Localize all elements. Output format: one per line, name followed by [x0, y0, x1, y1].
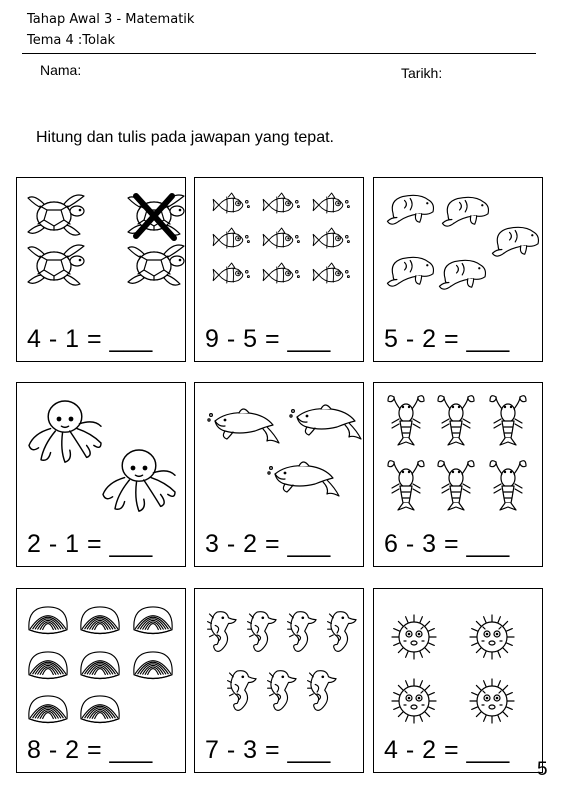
turtle-icon [128, 245, 184, 285]
clam-icon [134, 652, 172, 679]
exercise-card [194, 588, 364, 773]
pufferfish-illustration [374, 589, 544, 729]
seahorse-icon [328, 612, 357, 652]
exercise-card [16, 382, 186, 567]
page-number: 5 [537, 759, 548, 780]
dolphin-icon [208, 409, 279, 443]
equation-text: 9 - 5 = ___ [205, 325, 331, 353]
clownfish-icon [263, 228, 299, 248]
octopus-illustration [17, 383, 187, 523]
lobster-icon [388, 396, 424, 445]
clownfish-icon [313, 263, 349, 283]
lobster-icon [388, 461, 424, 510]
exercise-card [373, 588, 543, 773]
header-line-2: Tema 4 :Tolak [27, 33, 116, 48]
pufferfish-icon [470, 615, 514, 659]
manatee-icon [387, 195, 433, 224]
dolphin-illustration [195, 383, 365, 523]
turtle-illustration [17, 178, 187, 318]
seahorse-icon [288, 612, 317, 652]
octopus-icon [103, 450, 175, 511]
instruction-text: Hitung dan tulis pada jawapan yang tepat. [36, 129, 334, 146]
dolphin-icon [268, 462, 339, 496]
clam-icon [81, 607, 119, 634]
clownfish-illustration [195, 178, 365, 318]
seahorse-icon [208, 612, 237, 652]
name-label: Nama: [40, 62, 82, 78]
manatee-icon [492, 227, 538, 256]
equation-text: 4 - 2 = ___ [384, 736, 510, 764]
exercise-card [194, 382, 364, 567]
exercise-card [194, 177, 364, 362]
seahorse-illustration [195, 589, 365, 729]
equation-text: 6 - 3 = ___ [384, 530, 510, 558]
header-line-1: Tahap Awal 3 - Matematik [27, 12, 195, 27]
equation-text: 4 - 1 = ___ [27, 325, 153, 353]
seahorse-icon [268, 671, 297, 711]
clam-icon [134, 607, 172, 634]
lobster-icon [438, 396, 474, 445]
date-label: Tarikh: [401, 65, 443, 81]
equation-text: 5 - 2 = ___ [384, 325, 510, 353]
manatee-icon [387, 257, 433, 286]
exercise-card [373, 177, 543, 362]
lobster-icon [490, 396, 526, 445]
equation-text: 3 - 2 = ___ [205, 530, 331, 558]
clownfish-icon [313, 228, 349, 248]
seahorse-icon [308, 671, 337, 711]
pufferfish-icon [470, 679, 514, 723]
header-rule [22, 53, 536, 54]
clownfish-icon [263, 193, 299, 213]
seahorse-icon [228, 671, 257, 711]
clam-icon [81, 652, 119, 679]
manatee-illustration [374, 178, 544, 318]
clownfish-icon [263, 263, 299, 283]
pufferfish-icon [392, 679, 436, 723]
equation-text: 7 - 3 = ___ [205, 736, 331, 764]
exercise-card [16, 177, 186, 362]
exercise-card [16, 588, 186, 773]
turtle-icon [28, 195, 84, 235]
seahorse-icon [248, 612, 277, 652]
equation-text: 2 - 1 = ___ [27, 530, 153, 558]
equation-text: 8 - 2 = ___ [27, 736, 153, 764]
clownfish-icon [213, 193, 249, 213]
clam-icon [29, 652, 67, 679]
dolphin-icon [290, 405, 361, 439]
manatee-icon [442, 197, 488, 226]
clownfish-icon [213, 263, 249, 283]
octopus-icon [29, 401, 101, 462]
lobster-illustration [374, 383, 544, 523]
clam-illustration [17, 589, 187, 729]
lobster-icon [490, 461, 526, 510]
clownfish-icon [313, 193, 349, 213]
exercise-card [373, 382, 543, 567]
turtle-icon [28, 245, 84, 285]
pufferfish-icon [392, 615, 436, 659]
lobster-icon [438, 461, 474, 510]
clownfish-icon [213, 228, 249, 248]
clam-icon [29, 607, 67, 634]
clam-icon [81, 696, 119, 723]
manatee-icon [439, 260, 485, 289]
clam-icon [29, 696, 67, 723]
